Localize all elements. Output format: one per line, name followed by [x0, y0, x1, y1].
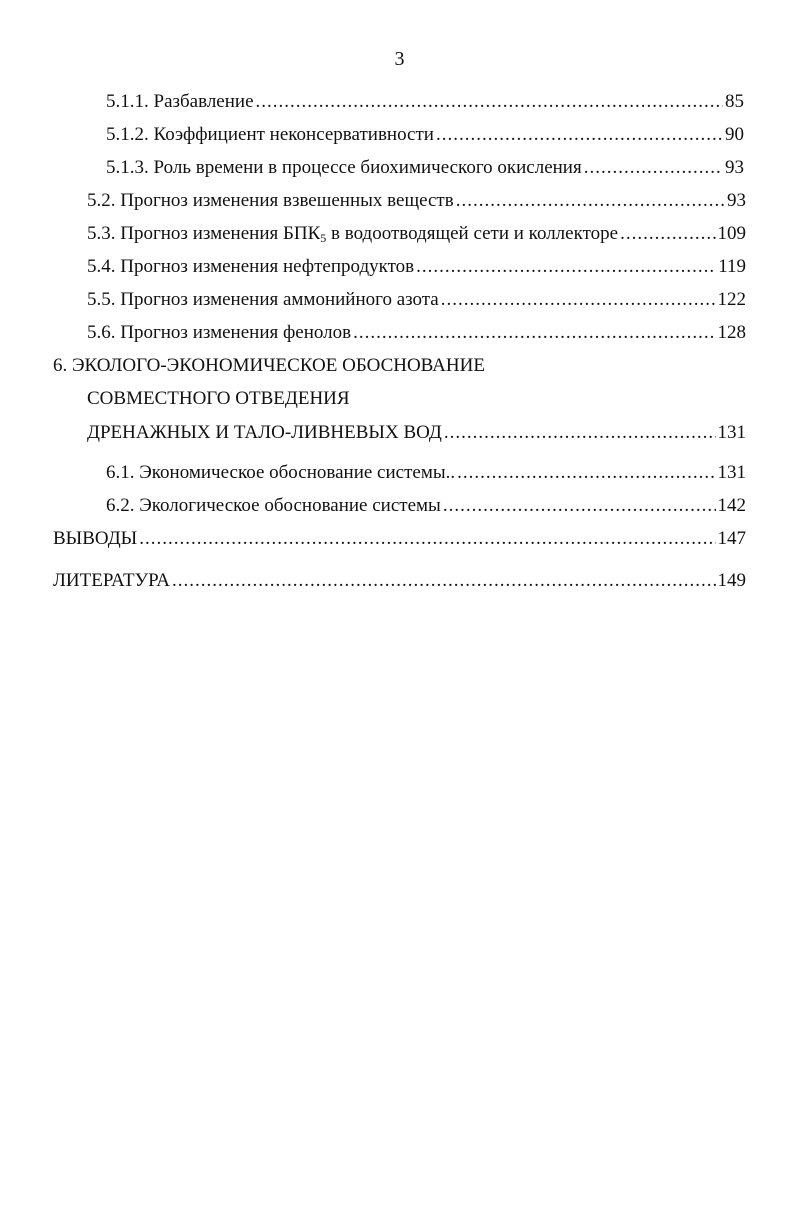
- toc-entry-page: 90: [725, 124, 744, 145]
- dot-leader: [584, 156, 723, 180]
- toc-entry-6-1: [106, 461, 746, 485]
- toc-entry-title: 5.1.2. Коэффициент неконсервативности: [106, 124, 434, 145]
- toc-entry-5-5: [87, 288, 746, 312]
- toc-entry-title: ЛИТЕРАТУРА: [53, 570, 170, 591]
- toc-entry-title: [87, 222, 618, 246]
- toc-entry-5-1-1: [106, 90, 744, 114]
- toc-entry-page: 142: [717, 495, 746, 516]
- dot-leader: [456, 189, 725, 213]
- toc-entry-5-2: [87, 189, 746, 213]
- dot-leader: [457, 461, 715, 485]
- toc-entry-page: 128: [717, 322, 746, 343]
- dot-leader: [436, 123, 723, 147]
- toc-entry-5-1-2: [106, 123, 744, 147]
- toc-entry-6-2: [106, 494, 746, 518]
- toc-entry-5-3: [87, 222, 746, 246]
- dot-leader: [353, 321, 715, 345]
- toc-entry-title: 5.2. Прогноз изменения взвешенных веществ: [87, 190, 454, 211]
- toc-entry-page: 93: [727, 190, 746, 211]
- chapter-6-title-line-2: СОВМЕСТНОГО ОТВЕДЕНИЯ: [87, 388, 350, 409]
- toc-entry-title-part: в водоотводящей сети и коллекторе: [326, 223, 619, 244]
- toc-entry-5-4: [87, 255, 746, 279]
- toc-entry-conclusions: [53, 527, 746, 551]
- dot-leader: [139, 527, 715, 551]
- toc-entry-page: 147: [717, 528, 746, 549]
- toc-entry-page: 109: [717, 223, 746, 244]
- toc-entry-page: 149: [717, 570, 746, 591]
- toc-entry-title: 5.6. Прогноз изменения фенолов: [87, 322, 352, 343]
- dot-leader: [172, 569, 716, 593]
- dot-leader: [416, 255, 716, 279]
- toc-entry-page: 131: [717, 462, 746, 483]
- dot-leader: [443, 494, 716, 518]
- dot-leader: [620, 222, 715, 246]
- dot-leader: [444, 421, 716, 445]
- toc-entry-title-part: 5.3. Прогноз изменения БПК: [87, 223, 321, 244]
- toc-entry-page: 93: [725, 157, 744, 178]
- toc-entry-page: 85: [725, 91, 744, 112]
- dot-leader: [441, 288, 716, 312]
- page-number: 3: [394, 48, 405, 70]
- dot-leader: [256, 90, 723, 114]
- toc-entry-page: 119: [718, 256, 746, 277]
- toc-entry-title: 5.4. Прогноз изменения нефтепродуктов: [87, 256, 415, 277]
- toc-entry-5-6: [87, 321, 746, 345]
- chapter-6-title-line-3: ДРЕНАЖНЫХ И ТАЛО-ЛИВНЕВЫХ ВОД: [87, 422, 442, 443]
- toc-entry-title: 6.2. Экологическое обоснование системы: [106, 495, 441, 516]
- toc-entry-title: 5.1.1. Разбавление: [106, 91, 254, 112]
- toc-entry-5-1-3: [106, 156, 744, 180]
- toc-entry-title: 5.1.3. Роль времени в процессе биохимического окисления: [106, 157, 582, 178]
- subscript-5: 5: [320, 231, 327, 245]
- toc-entry-literature: [53, 569, 746, 593]
- toc-entry-chapter-6: [87, 421, 746, 445]
- toc-entry-title: 6.1. Экономическое обоснование системы..: [106, 462, 456, 483]
- toc-entry-page: 131: [717, 422, 746, 443]
- toc-entry-title: ВЫВОДЫ: [53, 528, 138, 549]
- chapter-6-title-line-1: 6. ЭКОЛОГО-ЭКОНОМИЧЕСКОЕ ОБОСНОВАНИЕ: [53, 355, 485, 376]
- toc-entry-page: 122: [717, 289, 746, 310]
- toc-entry-title: 5.5. Прогноз изменения аммонийного азота: [87, 289, 439, 310]
